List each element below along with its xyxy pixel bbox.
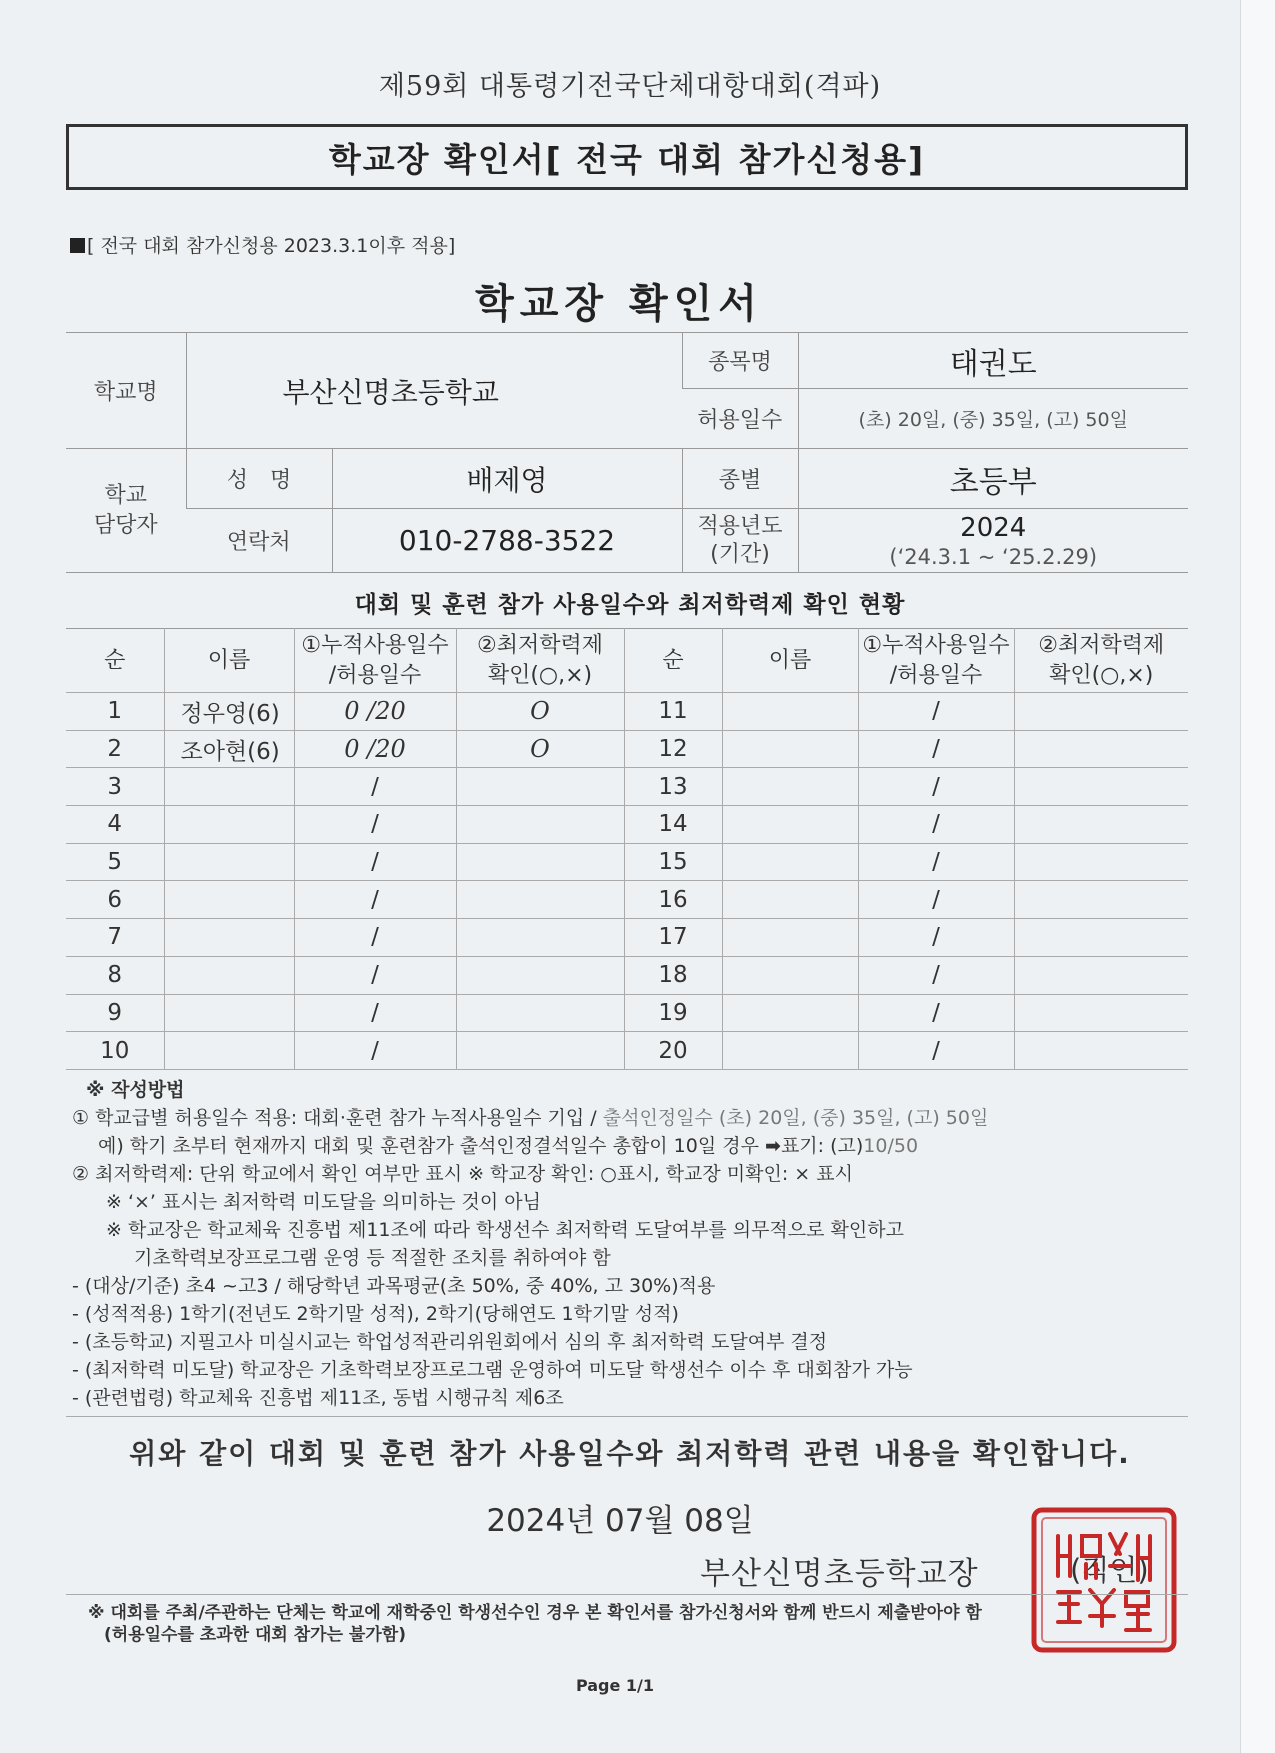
guide-item-1b-text: 예) 학기 초부터 현재까지 대회 및 훈련참가 출석인정결석일수 총합이 10일 경우 [98,1135,759,1157]
row-name: 정우영(6) [164,693,294,731]
guide-item-1a-text: ① 학교급별 허용일수 적용: 대회·훈련 참가 누적사용일수 기입 / [72,1107,603,1129]
row-days: / [294,768,456,806]
row-number: 13 [624,768,722,806]
row-days: / [858,806,1014,844]
header-days: ①누적사용일수 /허용일수 [294,629,456,693]
notice-line [70,231,455,258]
school-label: 학교명 [66,333,186,449]
row-name [164,768,294,806]
seal-label: (직인) [1070,1553,1149,1587]
table-row [66,768,1188,806]
guide-bullet-1: - (대상/기준) 초4 ~고3 / 해당학년 과목평균(초 50%, 중 40%, 고 30%)적용 [72,1275,716,1297]
row-check [456,994,624,1032]
phone-value: 010-2788-3522 [332,509,682,573]
row-days: / [294,1032,456,1070]
row-number: 11 [624,693,722,731]
table-row [66,693,1188,731]
school-name: 부산신명초등학교 [186,333,682,449]
row-name [722,1032,858,1070]
main-title: 학교장 확인서 [475,281,763,327]
divider-bottom [66,1594,1188,1595]
form-title: 학교장 확인서[ 전국 대회 참가신청용] [328,139,926,179]
row-name [722,919,858,957]
row-check [1014,768,1188,806]
row-check [1014,1032,1188,1070]
table-row [66,730,1188,768]
guide-bullet-2: - (성적적용) 1학기(전년도 2학기말 성적), 2학기(당해연도 1학기말 성적) [72,1303,679,1325]
row-days: / [858,843,1014,881]
header-no: 순 [66,629,164,693]
row-check [456,881,624,919]
name-label: 성 명 [186,449,332,509]
row-name [164,843,294,881]
guide-item-2-note2a: ※ 학교장은 학교체육 진흥법 제11조에 따라 학생선수 최저학력 도달여부를 의무적으로 확인하고 [106,1219,904,1241]
row-days: / [858,956,1014,994]
footnote-line-2: (허용일수를 초과한 대회 참가는 불가함) [104,1625,406,1645]
row-number: 20 [624,1032,722,1070]
row-days: / [294,881,456,919]
row-name [164,806,294,844]
row-number: 18 [624,956,722,994]
row-days: / [858,994,1014,1032]
row-name [722,881,858,919]
row-name [164,919,294,957]
row-days: 0 /20 [294,730,456,768]
period-value: (‘24.3.1 ~ ‘25.2.29) [889,544,1098,569]
row-days: / [294,843,456,881]
sport-value: 태권도 [798,333,1188,389]
row-days: / [294,919,456,957]
row-check: O [456,730,624,768]
guide-item-1b [72,1132,1192,1160]
row-days: / [858,919,1014,957]
school-info-table [66,332,1188,573]
row-days: / [294,994,456,1032]
guide-header: ※ 작성방법 [86,1079,185,1101]
divider-top [66,1416,1188,1417]
table-row [66,843,1188,881]
row-check [456,956,624,994]
roster-table [66,628,1188,1070]
table-row [66,881,1188,919]
confirm-statement: 위와 같이 대회 및 훈련 참가 사용일수와 최저학력 관련 내용을 확인합니다. [129,1437,1131,1470]
row-name [722,693,858,731]
header-check: ②최저학력제 확인(○,×) [1014,629,1188,693]
guide-item-1b-gray: 10/50 [863,1135,919,1157]
row-number: 4 [66,806,164,844]
square-bullet-icon [70,238,85,253]
name-value: 배제영 [332,449,682,509]
row-check [1014,693,1188,731]
row-days: / [858,881,1014,919]
row-number: 2 [66,730,164,768]
row-number: 19 [624,994,722,1032]
table-row [66,806,1188,844]
footnote [88,1602,1188,1646]
arrow-right-icon: ➡ [765,1135,781,1157]
row-number: 1 [66,693,164,731]
row-days: / [294,806,456,844]
row-name [164,881,294,919]
row-number: 15 [624,843,722,881]
row-check [1014,956,1188,994]
row-name: 조아현(6) [164,730,294,768]
row-name [722,768,858,806]
row-days: / [858,730,1014,768]
allow-days-value: (초) 20일, (중) 35일, (고) 50일 [798,389,1188,449]
guide-bullet-4: - (최저학력 미도달) 학교장은 기초학력보장프로그램 운영하여 미도달 학생선수 이수 후 대회참가 가능 [72,1359,913,1381]
row-check [1014,843,1188,881]
allow-days-label: 허용일수 [682,389,798,449]
header-no: 순 [624,629,722,693]
contact-person-label: 학교 담당자 [66,449,186,573]
row-name [722,806,858,844]
guide-item-2-note2b: 기초학력보장프로그램 운영 등 적절한 조치를 취하여야 함 [134,1247,611,1269]
row-check [456,919,624,957]
sport-label: 종목명 [682,333,798,389]
row-number: 17 [624,919,722,957]
row-number: 10 [66,1032,164,1070]
confirm-date: 2024년 07월 08일 [486,1503,754,1539]
row-name [722,843,858,881]
guide-item-2: ② 최저학력제: 단위 학교에서 확인 여부만 표시 ※ 학교장 확인: ○표시, 학교장 미확인: × 표시 [72,1163,853,1185]
row-days: / [858,693,1014,731]
row-check [1014,919,1188,957]
writing-guide [72,1076,1192,1412]
row-name [164,1032,294,1070]
row-name [722,956,858,994]
row-number: 6 [66,881,164,919]
guide-bullet-5: - (관련법령) 학교체육 진흥법 제11조, 동법 시행규칙 제6조 [72,1387,564,1409]
guide-bullet-3: - (초등학교) 지필고사 미실시교는 학업성적관리위원회에서 심의 후 최저학력 도달여부 결정 [72,1331,828,1353]
row-check [456,843,624,881]
row-number: 8 [66,956,164,994]
row-number: 16 [624,881,722,919]
event-title: 제59회 대통령기전국단체대항대회(격파) [378,71,882,102]
row-name [164,956,294,994]
row-check [456,1032,624,1070]
notice-text: [ 전국 대회 참가신청용 2023.3.1이후 적용] [87,235,456,257]
table-row [66,994,1188,1032]
row-check [1014,994,1188,1032]
row-days: / [858,1032,1014,1070]
guide-item-1a [72,1104,1192,1132]
row-days: / [294,956,456,994]
row-number: 5 [66,843,164,881]
division-label: 종별 [682,449,798,509]
table-row [66,956,1188,994]
page-edge [1240,0,1275,1753]
signer-name: 부산신명초등학교장 [700,1556,979,1592]
row-number: 3 [66,768,164,806]
row-days: / [858,768,1014,806]
row-check: O [456,693,624,731]
row-number: 12 [624,730,722,768]
row-check [1014,881,1188,919]
page-number: Page 1/1 [575,1676,655,1695]
phone-label: 연락처 [186,509,332,573]
row-name [164,994,294,1032]
row-check [456,768,624,806]
guide-item-1b-tail: 표기: (고) [780,1135,864,1157]
row-name [722,730,858,768]
footnote-line-1: ※ 대회를 주최/주관하는 단체는 학교에 재학중인 학생선수인 경우 본 확인서를 참가신청서와 함께 반드시 제출받아야 함 [88,1603,982,1623]
header-check: ②최저학력제 확인(○,×) [456,629,624,693]
row-days: 0 /20 [294,693,456,731]
year-cell [798,509,1188,573]
row-number: 9 [66,994,164,1032]
guide-item-2-note1: ※ ‘×’ 표시는 최저학력 미도달을 의미하는 것이 아님 [106,1191,541,1213]
row-check [456,806,624,844]
header-name: 이름 [722,629,858,693]
row-check [1014,806,1188,844]
year-label: 적용년도 (기간) [682,509,798,573]
row-name [722,994,858,1032]
form-title-box [66,124,1188,190]
guide-item-1a-gray: 출석인정일수 (초) 20일, (중) 35일, (고) 50일 [602,1107,989,1129]
section-title: 대회 및 훈련 참가 사용일수와 최저학력제 확인 현황 [354,592,906,618]
row-check [1014,730,1188,768]
row-number: 7 [66,919,164,957]
header-name: 이름 [164,629,294,693]
roster-body [66,693,1188,1070]
table-row [66,919,1188,957]
table-row [66,1032,1188,1070]
row-number: 14 [624,806,722,844]
header-days: ①누적사용일수 /허용일수 [858,629,1014,693]
year-value: 2024 [960,512,1027,543]
division-value: 초등부 [798,449,1188,509]
